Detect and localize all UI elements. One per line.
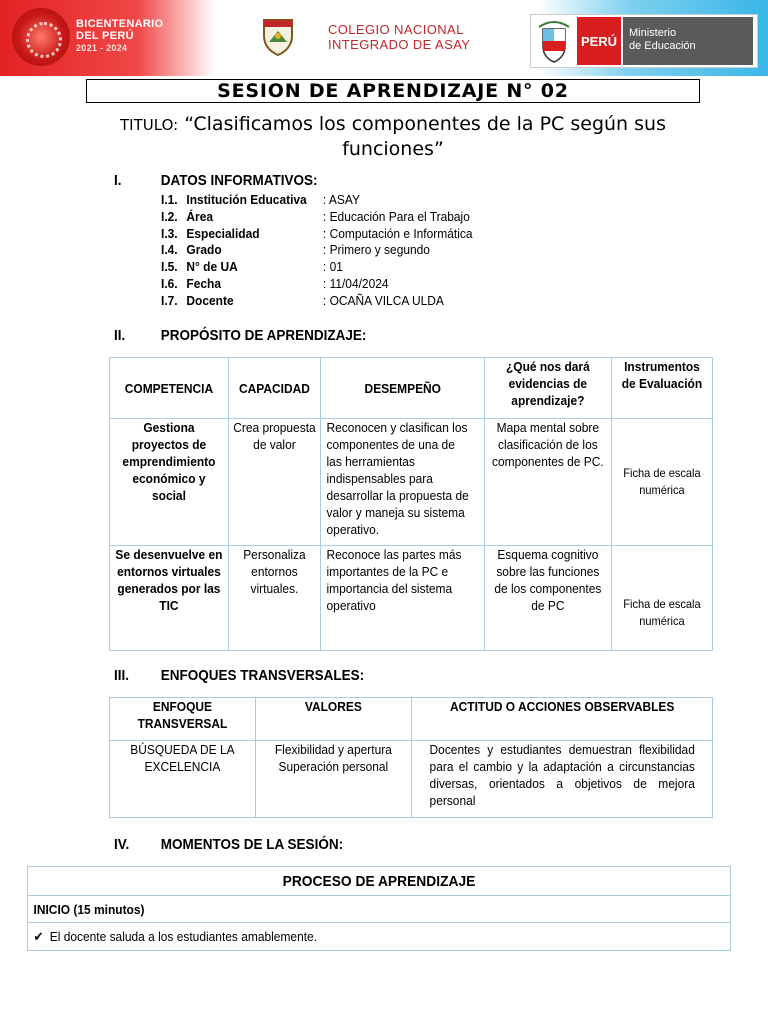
table-cell: Se desenvuelve en entornos virtuales generados por las TIC [115,547,223,613]
table-cell: Reconoce las partes más importantes de la PC e importancia del sistema operativo [326,547,462,613]
process-header: PROCESO DE APRENDIZAJE [282,872,476,890]
bicentenario-line1: BICENTENARIO [76,18,164,30]
inicio-label: INICIO (15 minutos) [33,901,145,917]
bicentenario-line2: DEL PERÚ [76,30,134,42]
peru-coat-of-arms-icon [535,17,573,65]
table-cell: Reconocen y clasifican los componentes de una de las herramientas indispensables para desarrollar la propuesta de valor y maneja su sistema operativo. [326,420,469,537]
table-row [110,419,713,546]
table-cell: Ficha de escala numérica [623,466,701,497]
bicentenario-seal-icon [12,8,70,66]
table-header-row [110,358,713,419]
title-label: TITULO: [120,116,179,134]
table-row [110,546,713,651]
table-header-row [110,698,713,741]
session-title: SESION DE APRENDIZAJE N° 02 [86,79,700,103]
lesson-title [80,112,706,161]
ministry-name [623,17,753,65]
momentos-table [27,866,731,951]
table-row [28,923,731,951]
title-line1: “Clasificamos los componentes de la PC según sus [184,113,666,135]
section-title: DATOS INFORMATIVOS: [160,172,318,189]
section-number: I. [114,172,122,189]
column-header: ACTITUD O ACCIONES OBSERVABLES [449,699,674,714]
table-cell: Flexibilidad y apertura [274,742,392,757]
column-header: COMPETENCIA [124,380,214,396]
section-title: MOMENTOS DE LA SESIÓN: [160,836,344,853]
ministry-line2: de Educación [629,40,696,52]
table-cell: Ficha de escala numérica [623,597,701,628]
column-header: ¿Qué nos dará evidencias de aprendizaje? [506,359,591,408]
bicentenario-years: 2021 - 2024 [76,43,128,53]
table-cell: BÚSQUEDA DE LA EXCELENCIA [130,742,235,774]
bicentenario-logo [8,6,208,68]
table-row [110,741,713,818]
header-banner [0,0,768,76]
column-header: ENFOQUE TRANSVERSAL [137,699,228,731]
section-number: IV. [114,836,130,853]
table-cell: Gestiona proyectos de emprendimiento económico y social [122,420,216,503]
list-item: El docente saluda a los estudiantes amablemente. [49,929,318,944]
table-cell: Mapa mental sobre clasificación de los componentes de PC. [492,420,605,469]
school-name-line2: INTEGRADO DE ASAY [328,37,471,52]
ministry-logo [530,14,758,68]
title-line2: funciones” [342,138,444,160]
table-row [28,896,731,923]
section-number: III. [114,667,130,684]
enfoques-table [109,697,713,818]
peru-label: PERÚ [577,17,621,65]
table-cell: Esquema cognitivo sobre las funciones de los componentes de PC [494,547,602,613]
section-number: II. [114,327,126,344]
section-title: PROPÓSITO DE APRENDIZAJE: [160,327,367,344]
proposito-table [109,357,713,651]
school-name [328,22,470,52]
section-title: ENFOQUES TRANSVERSALES: [160,667,365,684]
column-header: CAPACIDAD [238,380,310,396]
column-header: DESEMPEÑO [364,380,441,396]
school-shield-icon [261,16,295,56]
ministry-line1: Ministerio [629,27,677,39]
table-cell: Personaliza entornos virtuales. [243,547,306,596]
column-header: Instrumentos de Evaluación [621,359,703,391]
school-name-line1: COLEGIO NACIONAL [328,22,464,37]
table-cell: Docentes y estudiantes demuestran flexibilidad para el cambio y la adaptación a circunstancias diversas, orientados a objetivos de mejora personal [429,742,695,808]
table-cell: Crea propuesta de valor [233,420,316,452]
table-header-row [28,867,731,896]
table-cell: Superación personal [278,759,389,774]
column-header: VALORES [304,699,362,714]
check-icon: ✔ [33,929,44,944]
